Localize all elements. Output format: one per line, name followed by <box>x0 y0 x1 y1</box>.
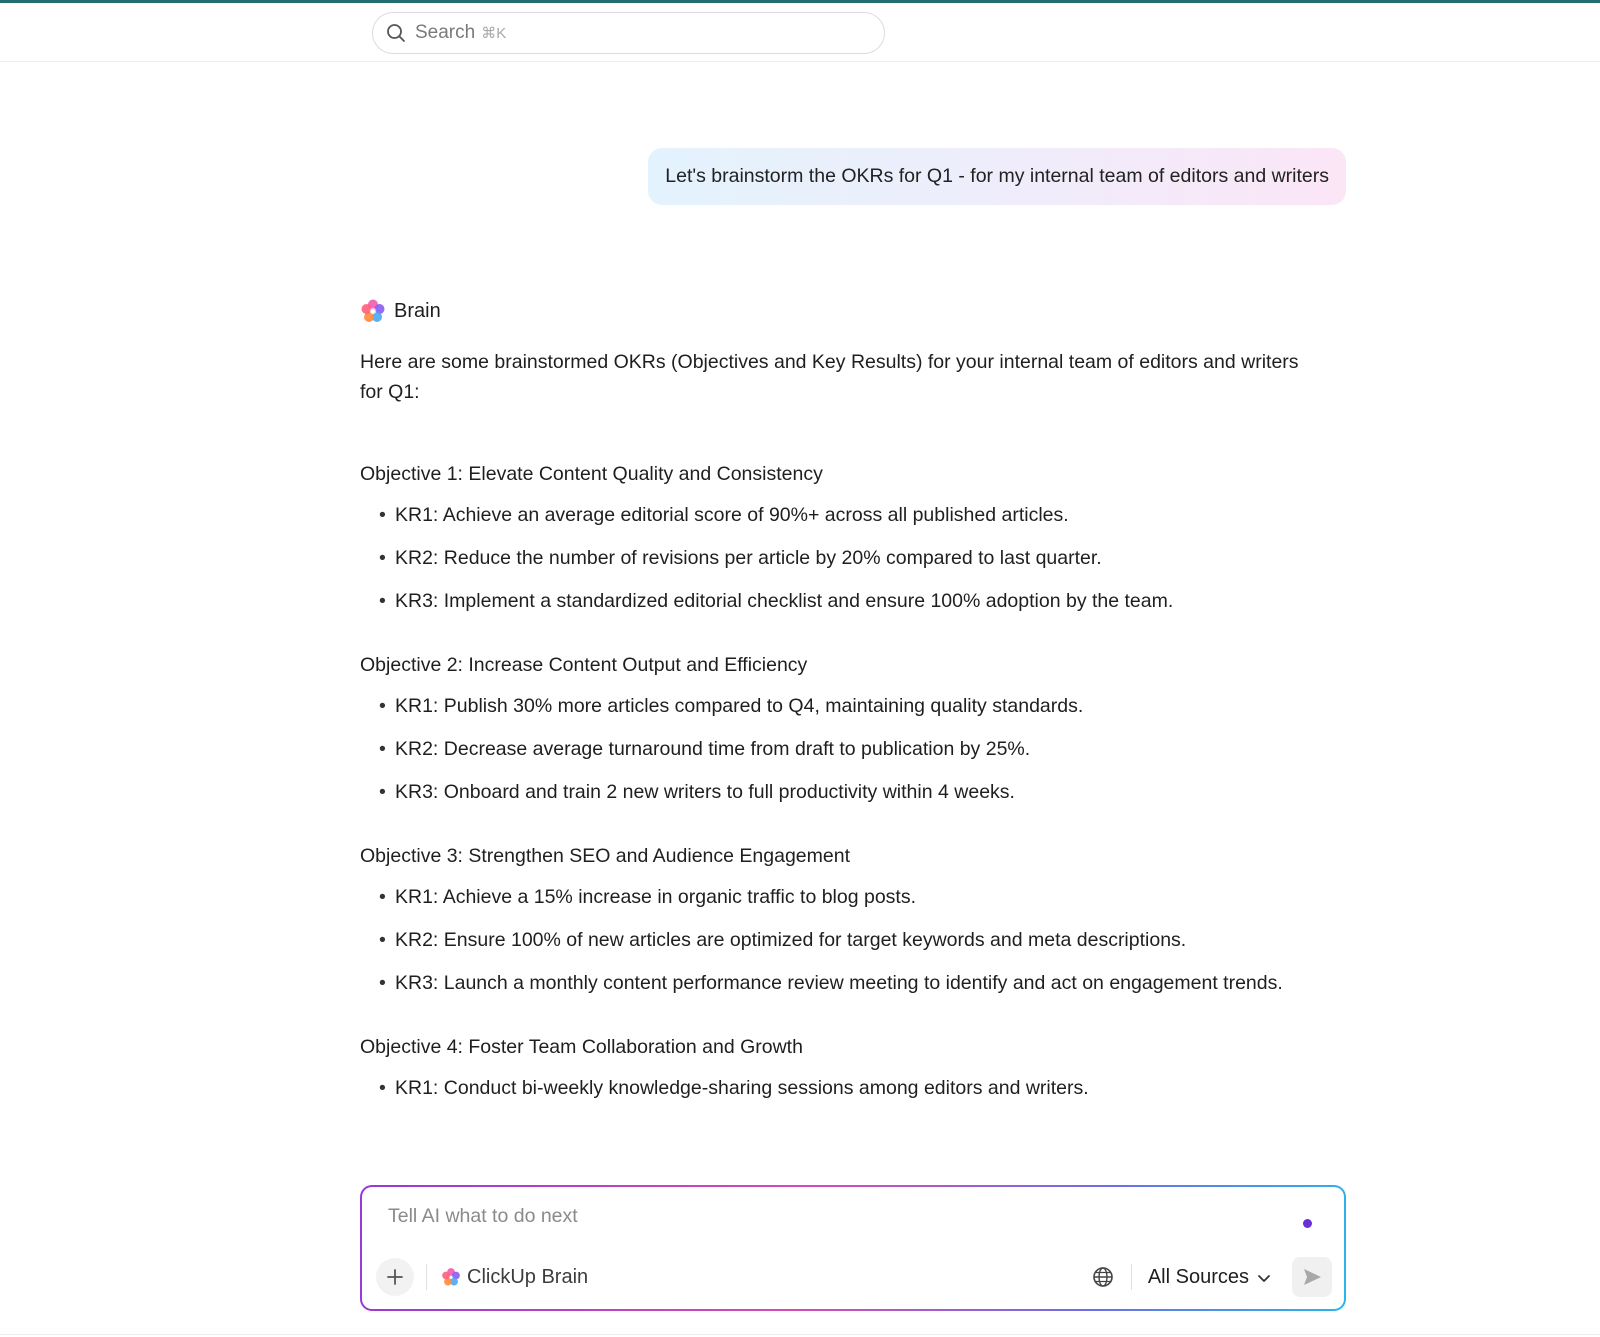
add-button[interactable] <box>376 1258 414 1296</box>
kr-item: • KR1: Conduct bi-weekly knowledge-sharing sessions among editors and writers. <box>360 1073 1300 1103</box>
send-button[interactable] <box>1292 1257 1332 1297</box>
objective-title: Objective 3: Strengthen SEO and Audience Engagement <box>360 845 850 867</box>
toolbar-divider <box>426 1264 427 1290</box>
search-icon <box>385 22 407 44</box>
kr-item: • KR3: Implement a standardized editorial checklist and ensure 100% adoption by the team. <box>360 586 1300 616</box>
assistant-header <box>360 296 441 326</box>
composer-input[interactable]: Tell AI what to do next <box>388 1205 578 1227</box>
objective-title: Objective 4: Foster Team Collaboration and Growth <box>360 1036 803 1058</box>
composer-toolbar <box>376 1257 1332 1297</box>
kr-list <box>360 500 1300 616</box>
composer-box[interactable] <box>362 1187 1344 1309</box>
kr-list <box>360 882 1300 998</box>
bottom-divider <box>0 1334 1600 1335</box>
model-selector[interactable] <box>441 1266 588 1289</box>
objective-block <box>360 1032 1300 1103</box>
kr-item: • KR2: Reduce the number of revisions per article by 20% compared to last quarter. <box>360 543 1300 573</box>
user-message: Let's brainstorm the OKRs for Q1 - for my internal team of editors and writers <box>648 148 1346 205</box>
objective-block <box>360 650 1300 807</box>
kr-item: • KR1: Publish 30% more articles compared to Q4, maintaining quality standards. <box>360 691 1300 721</box>
objective-title: Objective 1: Elevate Content Quality and Consistency <box>360 463 823 485</box>
sources-label: All Sources <box>1147 1265 1249 1288</box>
send-icon <box>1301 1266 1323 1288</box>
chevron-down-icon <box>1256 1269 1272 1285</box>
objective-title: Objective 2: Increase Content Output and Efficiency <box>360 654 808 676</box>
kr-item: • KR1: Achieve an average editorial score of 90%+ across all published articles. <box>360 500 1300 530</box>
kr-item: • KR2: Decrease average turnaround time from draft to publication by 25%. <box>360 734 1300 764</box>
globe-icon[interactable] <box>1091 1265 1115 1289</box>
toolbar-divider <box>1131 1264 1132 1290</box>
assistant-response <box>360 347 1300 1159</box>
search-placeholder: Search <box>415 22 476 43</box>
objective-block <box>360 459 1300 616</box>
brain-logo-icon <box>360 298 386 324</box>
kr-item: • KR3: Launch a monthly content performance review meeting to identify and act on engagement trends. <box>360 968 1300 998</box>
status-dot <box>1303 1219 1312 1228</box>
clickup-brain-icon <box>441 1267 461 1287</box>
search-bar[interactable] <box>372 12 885 54</box>
plus-icon <box>386 1268 404 1286</box>
model-label: ClickUp Brain <box>467 1265 589 1288</box>
kr-item: • KR3: Onboard and train 2 new writers to full productivity within 4 weeks. <box>360 777 1300 807</box>
kr-list <box>360 691 1300 807</box>
kr-list <box>360 1073 1300 1103</box>
ai-composer <box>360 1185 1346 1311</box>
sources-dropdown[interactable] <box>1148 1266 1272 1289</box>
response-intro: Here are some brainstormed OKRs (Objectives and Key Results) for your internal team of editors and writers for Q1: <box>360 351 1299 403</box>
kr-item: • KR1: Achieve a 15% increase in organic traffic to blog posts. <box>360 882 1300 912</box>
search-shortcut: ⌘K <box>481 25 507 42</box>
kr-item: • KR2: Ensure 100% of new articles are optimized for target keywords and meta descriptions. <box>360 925 1300 955</box>
top-bar <box>0 3 1600 62</box>
assistant-name: Brain <box>394 299 441 322</box>
objective-block <box>360 841 1300 998</box>
